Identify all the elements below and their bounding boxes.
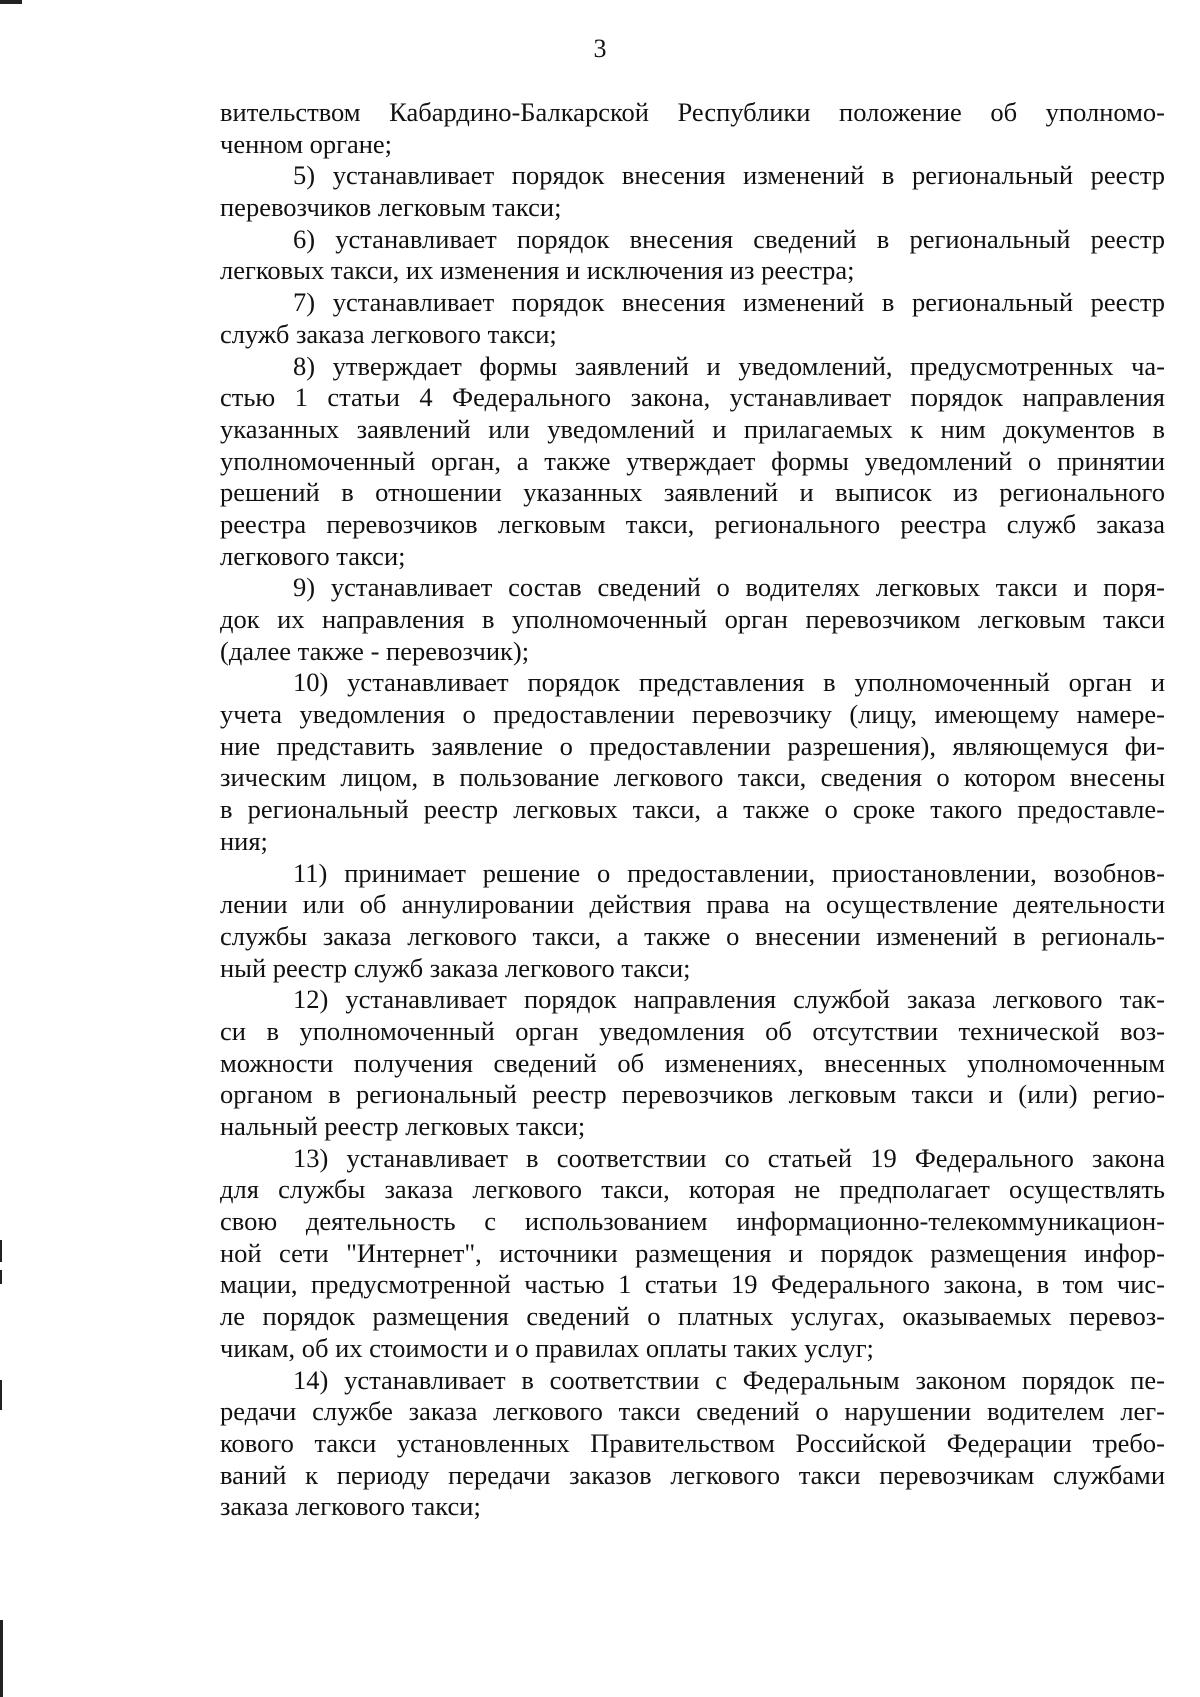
text-line: органом в региональный реестр перевозчиков легковым такси и (или) регио-: [220, 1079, 1165, 1110]
text-line: перевозчиков легковым такси;: [220, 192, 562, 223]
paragraph: [220, 572, 1165, 667]
text-line: 5) устанавливает порядок внесения изменений в региональный реестр: [293, 160, 1165, 191]
text-line: 14) устанавливает в соответствии с Федеральным законом порядок пе-: [293, 1364, 1165, 1395]
text-line: указанных заявлений или уведомлений и прилагаемых к ним документов в: [220, 413, 1165, 444]
text-line: службы заказа легкового такси, а также о внесении изменений в региональ-: [220, 920, 1165, 951]
text-line: мации, предусмотренной частью 1 статьи 19 Федерального закона, в том чис-: [220, 1269, 1165, 1300]
text-line: ченном органе;: [220, 128, 393, 159]
text-line: 13) устанавливает в соответствии со статьей 19 Федерального закона: [293, 1142, 1165, 1173]
text-line: решений в отношении указанных заявлений и выписок из регионального: [220, 477, 1165, 508]
text-line: 9) устанавливает состав сведений о водителях легковых такси и поря-: [293, 572, 1165, 603]
text-line: вительством Кабардино-Балкарской Республики положение об уполномо-: [220, 97, 1165, 127]
text-line: ваний к периоду передачи заказов легкового такси перевозчикам службами: [220, 1459, 1165, 1490]
text-line: редачи службе заказа легкового такси сведений о нарушении водителем лег-: [220, 1396, 1165, 1427]
text-line: заказа легкового такси;: [220, 1491, 481, 1522]
text-line: легковых такси, их изменения и исключения из реестра;: [220, 255, 855, 286]
text-line: (далее также - перевозчик);: [220, 635, 530, 666]
text-line: уполномоченный орган, а также утверждает формы уведомлений о принятии: [220, 445, 1165, 476]
paragraph: [220, 984, 1165, 1142]
text-line: си в уполномоченный орган уведомления об отсутствии технической воз-: [220, 1015, 1165, 1046]
text-line: чикам, об их стоимости и о правилах оплаты таких услуг;: [220, 1332, 874, 1363]
text-line: реестра перевозчиков легковым такси, регионального реестра служб заказа: [220, 508, 1165, 539]
text-line: лении или об аннулировании действия права на осуществление деятельности: [220, 889, 1165, 920]
paragraph: [220, 351, 1165, 573]
text-line: легкового такси;: [220, 540, 406, 571]
text-line: ный реестр служб заказа легкового такси;: [220, 952, 691, 983]
text-line: свою деятельность с использованием информационно-телекоммуникацион-: [220, 1206, 1165, 1237]
text-line: можности получения сведений об изменениях, внесенных уполномоченным: [220, 1047, 1165, 1078]
text-line: кового такси установленных Правительством Российской Федерации требо-: [220, 1427, 1165, 1458]
text-line: зическим лицом, в пользование легкового такси, сведения о котором внесены: [220, 762, 1165, 793]
paragraph: [220, 667, 1165, 857]
scan-artifact-bottom: [0, 1620, 3, 1697]
scan-artifact-mid-1: [0, 1240, 2, 1262]
text-line: в региональный реестр легковых такси, а также о сроке такого предоставле-: [220, 794, 1165, 825]
paragraph: [220, 1143, 1165, 1365]
text-line: ле порядок размещения сведений о платных услугах, оказываемых перевоз-: [220, 1301, 1165, 1332]
paragraph: [220, 858, 1165, 985]
text-line: ной сети "Интернет", источники размещения и порядок размещения инфор-: [220, 1237, 1165, 1268]
document-body: [220, 97, 1165, 1523]
text-line: служб заказа легкового такси;: [220, 318, 557, 349]
text-line: 12) устанавливает порядок направления службой заказа легкового так-: [293, 984, 1165, 1015]
text-line: 8) утверждает формы заявлений и уведомлений, предусмотренных ча-: [293, 350, 1165, 381]
text-line: док их направления в уполномоченный орган перевозчиком легковым такси: [220, 604, 1165, 634]
page-number: 3: [593, 34, 607, 63]
scan-artifact-top: [0, 0, 22, 4]
text-line: нальный реестр легковых такси;: [220, 1111, 586, 1141]
paragraph: [220, 287, 1165, 350]
paragraph: [220, 160, 1165, 223]
text-line: 11) принимает решение о предоставлении, приостановлении, возобнов-: [293, 857, 1165, 888]
text-line: 10) устанавливает порядок представления в уполномоченный орган и: [293, 667, 1165, 698]
paragraph: [220, 1365, 1165, 1523]
text-line: учета уведомления о предоставлении перевозчику (лицу, имеющему намере-: [220, 699, 1165, 730]
text-line: 7) устанавливает порядок внесения изменений в региональный реестр: [293, 287, 1165, 318]
scan-artifact-mid-3: [0, 1380, 2, 1410]
text-line: стью 1 статьи 4 Федерального закона, устанавливает порядок направления: [220, 382, 1165, 413]
text-line: ния;: [220, 825, 268, 856]
scan-artifact-mid-2: [0, 1270, 2, 1284]
text-line: 6) устанавливает порядок внесения сведений в региональный реестр: [293, 223, 1165, 254]
text-line: ние представить заявление о предоставлении разрешения), являющемуся фи-: [220, 730, 1165, 761]
paragraph: [220, 97, 1165, 160]
text-line: для службы заказа легкового такси, которая не предполагает осуществлять: [220, 1174, 1165, 1205]
paragraph: [220, 224, 1165, 287]
